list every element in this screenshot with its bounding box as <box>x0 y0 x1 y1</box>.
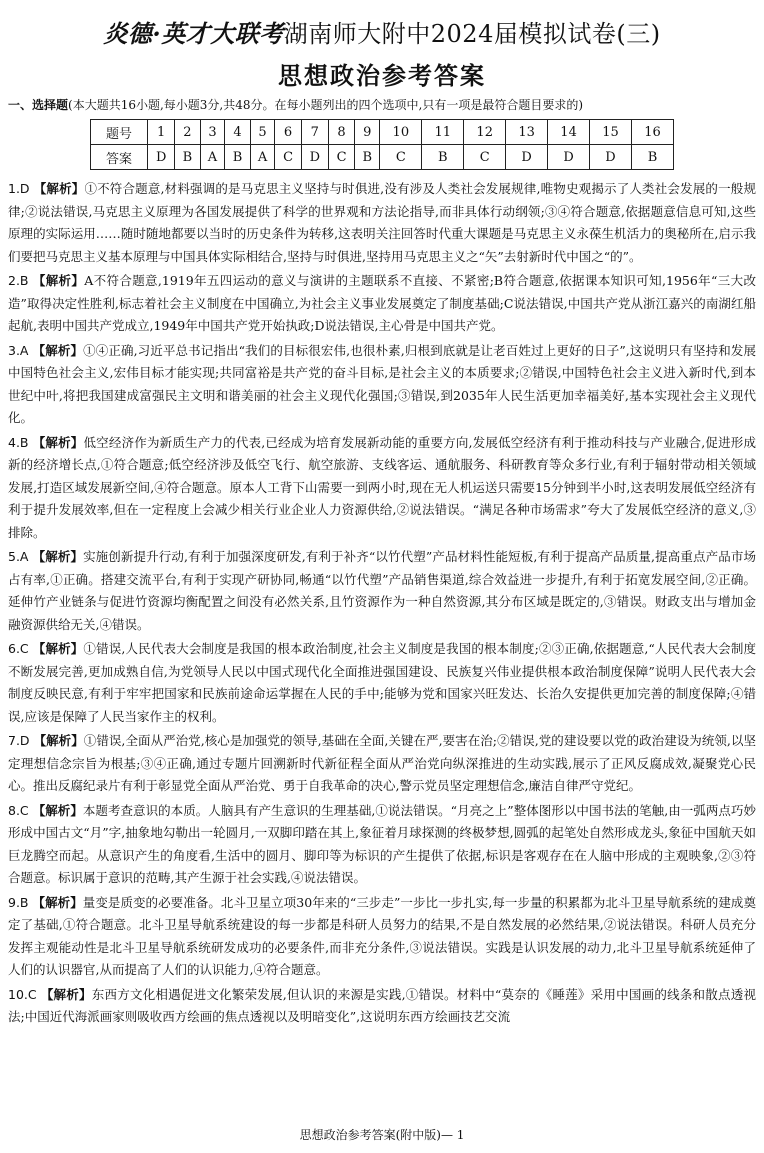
question-row-label: 题号 <box>91 120 148 145</box>
analysis-tag: 【解析】 <box>32 342 84 358</box>
answer-cell: B <box>175 145 200 170</box>
question-number-cell: 14 <box>548 120 590 145</box>
question-number: 3.A <box>8 342 29 358</box>
question-number: 4.B <box>8 434 29 450</box>
explanation-item <box>8 984 756 1029</box>
explanation-text: 东西方文化相遇促进文化繁荣发展,但认识的来源是实践,①错误。材料中“莫奈的《睡莲》采用中国画的线条和散点透视法;中国近代海派画家则吸收西方绘画的焦点透视以及明暗变化”,这说明东西方绘画技艺交流 <box>8 986 756 1024</box>
explanation-text: 实施创新提升行动,有利于加强深度研发,有利于补齐“以竹代塑”产品材料性能短板,有利于提高产品质量,提高重点产品市场占有率,①正确。搭建交流平台,有利于实现产研协同,畅通“以竹代塑”产品销售渠道,综合效益进一步提升,有利于拓宽发展空间,②正确。延伸竹产业链条与促进竹资源均衡配置之间没有必然关系,且竹资源作为一种自然资源,其分布区域是既定的,③错误。财政支出与增加金融资源供给无关,④错误。 <box>8 549 756 632</box>
analysis-tag: 【解析】 <box>32 894 83 910</box>
question-number: 6.C <box>8 641 29 656</box>
question-number: 10.C <box>8 986 37 1002</box>
explanation-item <box>8 892 756 982</box>
answer-row <box>91 145 674 170</box>
explanation-item <box>8 270 756 338</box>
question-number: 1.D <box>8 181 30 196</box>
question-number-cell: 1 <box>148 120 175 145</box>
question-number-cell: 13 <box>506 120 548 145</box>
explanation-text: 低空经济作为新质生产力的代表,已经成为培育发展新动能的重要方向,发展低空经济有利于推动科技与产业融合,促进形成新的经济增长点,①符合题意;低空经济涉及低空飞行、航空旅游、支线客运、通航服务、科研教育等众多行业,有利于辐射带动相关领域发展,打造区域发展新空间,④符合题意。原本人工背下山需要一到两小时,现在无人机运送只需要15分钟到半小时,这表明发展低空经济有利于提升发展效率,但在一定程度上会减少相关行业企业人力资源供给,②说法错误。“满足各种市场需求”夸大了发展低空经济的意义,③排除。 <box>8 434 756 540</box>
answer-cell: A <box>250 145 275 170</box>
analysis-tag: 【解析】 <box>33 181 85 196</box>
analysis-tag: 【解析】 <box>32 549 84 564</box>
answer-cell: C <box>464 145 506 170</box>
answer-cell: B <box>631 145 673 170</box>
question-number-cell: 7 <box>301 120 328 145</box>
explanation-item <box>8 432 756 545</box>
analysis-tag: 【解析】 <box>32 641 84 656</box>
exam-name: 湖南师大附中2024届模拟试卷(三) <box>283 20 661 48</box>
question-number-cell: 2 <box>175 120 200 145</box>
question-number-cell: 4 <box>225 120 250 145</box>
question-number-cell: 16 <box>631 120 673 145</box>
exam-header <box>0 14 764 49</box>
question-number-cell: 5 <box>250 120 275 145</box>
answer-cell: D <box>148 145 175 170</box>
explanation-item <box>8 730 756 798</box>
explanation-text: 量变是质变的必要准备。北斗卫星立项30年来的“三步走”一步比一步扎实,每一步量的积累都为北斗卫星导航系统的建成奠定了基础,①符合题意。北斗卫星导航系统建设的每一步都是科研人员努力的结果,不是自然发展的必然结果,②说法错误。科研人员充分发挥主观能动性是北斗卫星导航系统研发成功的必要条件,而非充分条件,③说法错误。实践是认识发展的动力,北斗卫星导航系统延伸了人们的认识器官,从而提高了人们的认识能力,④符合题意。 <box>8 894 756 977</box>
answer-cell: C <box>380 145 422 170</box>
question-number: 7.D <box>8 733 30 748</box>
question-number: 8.C <box>8 802 29 818</box>
document-title: 思想政治参考答案 <box>278 62 486 90</box>
question-number-cell: 10 <box>380 120 422 145</box>
analysis-tag: 【解析】 <box>33 733 84 748</box>
analysis-tag: 【解析】 <box>32 802 83 818</box>
answer-cell: D <box>506 145 548 170</box>
explanation-item <box>8 340 756 430</box>
explanation-text: 本题考查意识的本质。人脑具有产生意识的生理基础,①说法错误。“月亮之上”整体图形以中国书法的笔触,由一弧两点巧妙形成中国古文“月”字,抽象地勾勒出一轮圆月,一双脚印踏在其上,象征着月球探测的终极梦想,圆弧的起笔处自然形成龙头,象征中国航天如巨龙腾空而起。从意识产生的角度看,生活中的圆月、脚印等为标识的产生提供了依据,标识是客观存在在人脑中形成的主观映象,②③符合题意。标识属于意识的范畴,其产生源于社会实践,④说法错误。 <box>8 802 756 885</box>
explanation-list <box>8 178 756 1031</box>
answer-cell: C <box>275 145 301 170</box>
answer-cell: B <box>422 145 464 170</box>
answer-cell: B <box>225 145 250 170</box>
answer-cell: D <box>548 145 590 170</box>
answer-cell: D <box>301 145 328 170</box>
explanation-text: A不符合题意,1919年五四运动的意义与演讲的主题联系不直接、不紧密;B符合题意,依据课本知识可知,1956年“三大改造”取得决定性胜利,标志着社会主义制度在中国确立,为社会主义事业发展奠定了制度基础;C说法错误,中国共产党从浙江嘉兴的南湖红船起航,表明中国共产党成立,1949年中国共产党开始执政;D说法错误,主心骨是中国共产党。 <box>8 273 756 333</box>
brand-name: 炎德·英才大联考 <box>103 19 284 48</box>
analysis-tag: 【解析】 <box>40 986 92 1002</box>
question-number-row <box>91 120 674 145</box>
analysis-tag: 【解析】 <box>32 434 84 450</box>
explanation-item <box>8 546 756 636</box>
section-label: 一、选择题 <box>8 98 69 112</box>
question-number-cell: 9 <box>355 120 380 145</box>
explanation-text: ①④正确,习近平总书记指出“我们的目标很宏伟,也很朴素,归根到底就是让老百姓过上更好的日子”,这说明只有坚持和发展中国特色社会主义,宏伟目标才能实现;共同富裕是共产党的奋斗目标,是社会主义的本质要求;②错误,中国特色社会主义进入新时代,到本世纪中叶,将把我国建成富强民主文明和谐美丽的社会主义现代化强国;③错误,到2035年人民生活更加幸福美好,基本实现社会主义现代化。 <box>8 342 756 425</box>
explanation-text: ①不符合题意,材料强调的是马克思主义坚持与时俱进,没有涉及人类社会发展规律,唯物史观揭示了人类社会发展的一般规律;②说法错误,马克思主义原理为各国发展提供了科学的世界观和方法论指导,而非具体行动纲领;③④符合题意,依据题意信息可知,这些原理的实际运用……随时随地都要以当时的历史条件为转移,这表明关注回答时代重大课题是马克思主义永葆生机活力的奥秘所在,启示我们要把马克思主义基本原理与中国具体实际相结合,坚持与时俱进,坚持用马克思主义之“矢”去射新时代中国之“的”。 <box>8 181 756 264</box>
explanation-text: ①错误,全面从严治党,核心是加强党的领导,基础在全面,关键在严,要害在治;②错误,党的建设要以党的政治建设为统领,以坚定理想信念宗旨为根基;③④正确,通过专题片回溯新时代新征程全面从严治党向纵深推进的生动实践,展示了正风反腐成效,凝聚党心民心。推出反腐纪录片有利于彰显党全面从严治党、勇于自我革命的决心,警示党员坚定理想信念,廉洁自律严守党纪。 <box>8 733 756 793</box>
section-heading <box>8 96 756 113</box>
explanation-item <box>8 178 756 268</box>
question-number-cell: 12 <box>464 120 506 145</box>
answer-cell: D <box>590 145 632 170</box>
explanation-text: ①错误,人民代表大会制度是我国的根本政治制度,社会主义制度是我国的根本制度;②③正确,依据题意,“人民代表大会制度不断发展完善,更加成熟自信,为党领导人民以中国式现代化全面推进强国建设、民族复兴伟业提供根本政治制度保障”说明人民代表大会制度反映民意,有利于牢牢把国家和民族前途命运掌握在人民的手中;能够为党和国家兴旺发达、长治久安提供更加完善的制度保障;④错误,应该是保障了人民当家作主的权利。 <box>8 641 756 724</box>
question-number-cell: 15 <box>590 120 632 145</box>
answer-row-label: 答案 <box>91 145 148 170</box>
question-number: 9.B <box>8 894 29 910</box>
question-number-cell: 8 <box>328 120 354 145</box>
explanation-item <box>8 800 756 890</box>
section-instructions: (本大题共16小题,每小题3分,共48分。在每小题列出的四个选项中,只有一项是最符合题目要求的) <box>68 98 583 112</box>
question-number-cell: 3 <box>200 120 225 145</box>
analysis-tag: 【解析】 <box>32 273 85 288</box>
answer-cell: C <box>328 145 354 170</box>
question-number-cell: 11 <box>422 120 464 145</box>
page-footer: 思想政治参考答案(附中版)— 1 <box>299 1128 465 1142</box>
question-number: 5.A <box>8 549 29 564</box>
question-number: 2.B <box>8 273 29 288</box>
answer-table <box>90 119 674 170</box>
explanation-item <box>8 638 756 728</box>
question-number-cell: 6 <box>275 120 301 145</box>
answer-cell: B <box>355 145 380 170</box>
answer-cell: A <box>200 145 225 170</box>
